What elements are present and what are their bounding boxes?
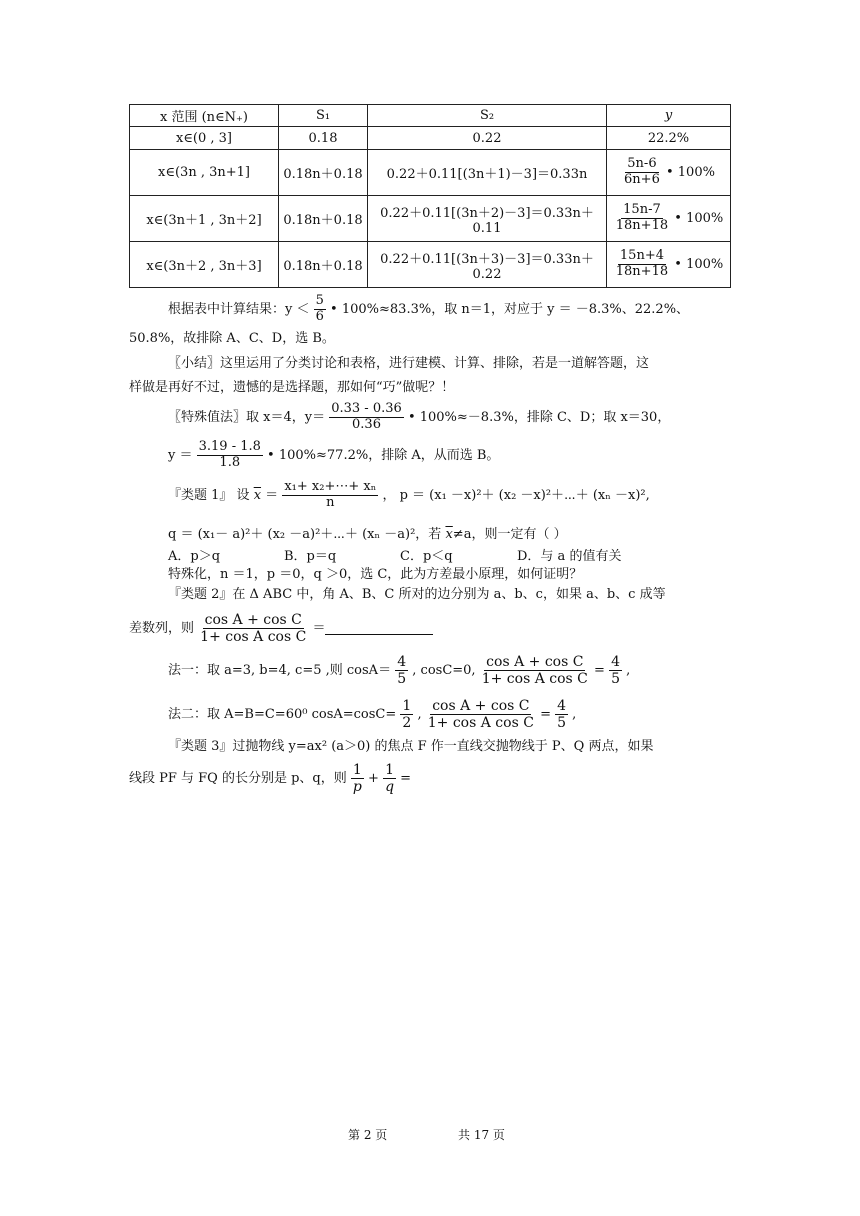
fraction: $\frac{4}{5}$ [611, 654, 620, 688]
fraction: $\frac{1}{q}$ [385, 762, 395, 796]
cell-range: x∈(3n＋2 , 3n＋3] [130, 242, 279, 288]
fraction: $\frac{4}{5}$ [397, 654, 407, 688]
total-pages: 共 17 页 [458, 1128, 505, 1142]
five-sixths-fraction: $\frac{5}{6}$ [315, 293, 324, 324]
cell-s1: 0.18n＋0.18 [279, 150, 368, 196]
mean-fraction: $\frac{\text{x₁+ x₂+⋯+ xₙ}}{n}$ [284, 479, 377, 510]
x-bar: $\overline{x}$ [253, 487, 262, 503]
table-row [130, 127, 731, 150]
cell-s2: 0.22 [368, 127, 607, 150]
header-s2: S₂ [368, 105, 607, 127]
cell-y: $\frac{15n-7}{18n+18}$ • 100% [607, 196, 731, 242]
q2-line2: 差数列，则 $\frac{\text{cos A + cos C}}{\text{1+ cos A cos C}}$ ＝ [129, 612, 433, 645]
summary-line1: 〖小结〗这里运用了分类讨论和表格，进行建模、计算、排除，若是一道解答题，这 [168, 356, 650, 371]
y-fraction: $\frac{15n+4}{18n+18}$ [615, 248, 669, 279]
cell-y: $\frac{5n-6}{6n+6}$ • 100% [607, 150, 731, 196]
q3-line1: 『类题 3』过抛物线 y=ax² (a＞0) 的焦点 F 作一直线交抛物线于 P、Q 两点，如果 [168, 739, 654, 754]
calculation-table [129, 104, 731, 288]
page-number: 第 2 页 [348, 1128, 388, 1142]
option-d[interactable]: D．与 a 的值有关 [517, 549, 622, 564]
fraction: $\frac{1}{p}$ [352, 762, 362, 796]
y-fraction: $\frac{15n-7}{18n+18}$ [615, 202, 669, 233]
q1-line1: 『类题 1』 设 $\overline{x}$ ＝ $\frac{\text{x₁+ x₂+⋯+ xₙ}}{n}$ ， p ＝ (x₁ －x)²＋ (x₂ －x)²＋⋯＋ (xₙ －x)², [168, 479, 650, 510]
cell-s1: 0.18 [279, 127, 368, 150]
header-y: y [607, 105, 731, 127]
fraction: $\frac{\text{cos A + cos C}}{\text{1+ cos A cos C}}$ [427, 698, 534, 732]
option-b[interactable]: B．p＝q [284, 549, 337, 564]
cell-s2: 0.22＋0.11[(3n＋2)－3]＝0.33n＋ 0.11 [368, 196, 607, 242]
special-fraction-2: $\frac{3.19 - 1.8}{1.8}$ [198, 439, 261, 470]
special-value-line2: y ＝ $\frac{3.19 - 1.8}{1.8}$ • 100%≈77.2%，排除 A，从而选 B。 [168, 439, 500, 470]
table-row [130, 196, 731, 242]
table-row [130, 150, 731, 196]
answer-blank[interactable] [325, 622, 433, 635]
cell-s1: 0.18n＋0.18 [279, 242, 368, 288]
q2-line1: 『类题 2』在 Δ ABC 中，角 A、B、C 所对的边分别为 a、b、c，如果 a、b、c 成等 [168, 587, 666, 602]
q3-line2: 线段 PF 与 FQ 的长分别是 p、q，则 $\frac{1}{p}$ + $\frac{1}{q}$ = [129, 762, 412, 796]
cell-range: x∈(3n , 3n+1] [130, 150, 279, 196]
table-header-row [130, 105, 731, 127]
fraction: $\frac{\text{cos A + cos C}}{\text{1+ cos A cos C}}$ [481, 654, 588, 688]
cell-s2: 0.22＋0.11[(3n＋1)－3]＝0.33n [368, 150, 607, 196]
q2-method2: 法二：取 A=B=C=60⁰ cosA=cosC= $\frac{1}{2}$ , $\frac{\text{cos A + cos C}}{\text{1+ cos A cos C}}$ = $\frac{4}{5}$ , [168, 698, 577, 732]
result-paragraph-line1: 根据表中计算结果：y ＜ $\frac{5}{6}$ • 100%≈83.3%，取 n＝1，对应于 y ＝ －8.3%、22.2%、 [168, 293, 690, 324]
cell-s1: 0.18n＋0.18 [279, 196, 368, 242]
cell-y: $\frac{15n+4}{18n+18}$ • 100% [607, 242, 731, 288]
result-paragraph-line2: 50.8%，故排除 A、C、D，选 B。 [129, 331, 335, 346]
q1-specialization: 特殊化，n ＝1，p ＝0，q ＞0，选 C，此为方差最小原理，如何证明？ [168, 567, 583, 582]
special-fraction-1: $\frac{0.33 - 0.36}{0.36}$ [331, 401, 402, 432]
option-a[interactable]: A．p＞q [168, 549, 221, 564]
summary-line2: 样做是再好不过，遗憾的是选择题，那如何“巧”做呢？！ [129, 380, 455, 395]
cell-y: 22.2% [607, 127, 731, 150]
y-fraction: $\frac{5n-6}{6n+6}$ [624, 156, 660, 187]
table-row [130, 242, 731, 288]
cell-range: x∈(3n＋1 , 3n＋2] [130, 196, 279, 242]
option-c[interactable]: C．p＜q [400, 549, 453, 564]
header-s1: S₁ [279, 105, 368, 127]
cell-s2: 0.22＋0.11[(3n＋3)－3]＝0.33n＋ 0.22 [368, 242, 607, 288]
cell-range: x∈(0 , 3] [130, 127, 279, 150]
cos-expression-fraction: $\frac{\text{cos A + cos C}}{\text{1+ cos A cos C}}$ [200, 612, 307, 646]
q1-line2: q ＝ (x₁－ a)²＋ (x₂ －a)²＋⋯＋ (xₙ －a)²，若 $\overline{x}\ne a$，则一定有（ ） [168, 527, 567, 542]
header-range: x 范围 (n∈N₊) [130, 105, 279, 127]
special-value-line1: 〖特殊值法〗取 x＝4，y＝ $\frac{0.33 - 0.36}{0.36}$ • 100%≈－8.3%，排除 C、D；取 x＝30， [168, 401, 671, 432]
q2-method1: 法一：取 a=3, b=4, c=5 ,则 cosA＝ $\frac{4}{5}$ , cosC=0, $\frac{\text{cos A + cos C}}{\text{1+ cos A cos C}}$ = $\frac{4}{5}$ , [168, 654, 631, 688]
fraction: $\frac{4}{5}$ [557, 698, 567, 732]
fraction: $\frac{1}{2}$ [402, 698, 412, 732]
